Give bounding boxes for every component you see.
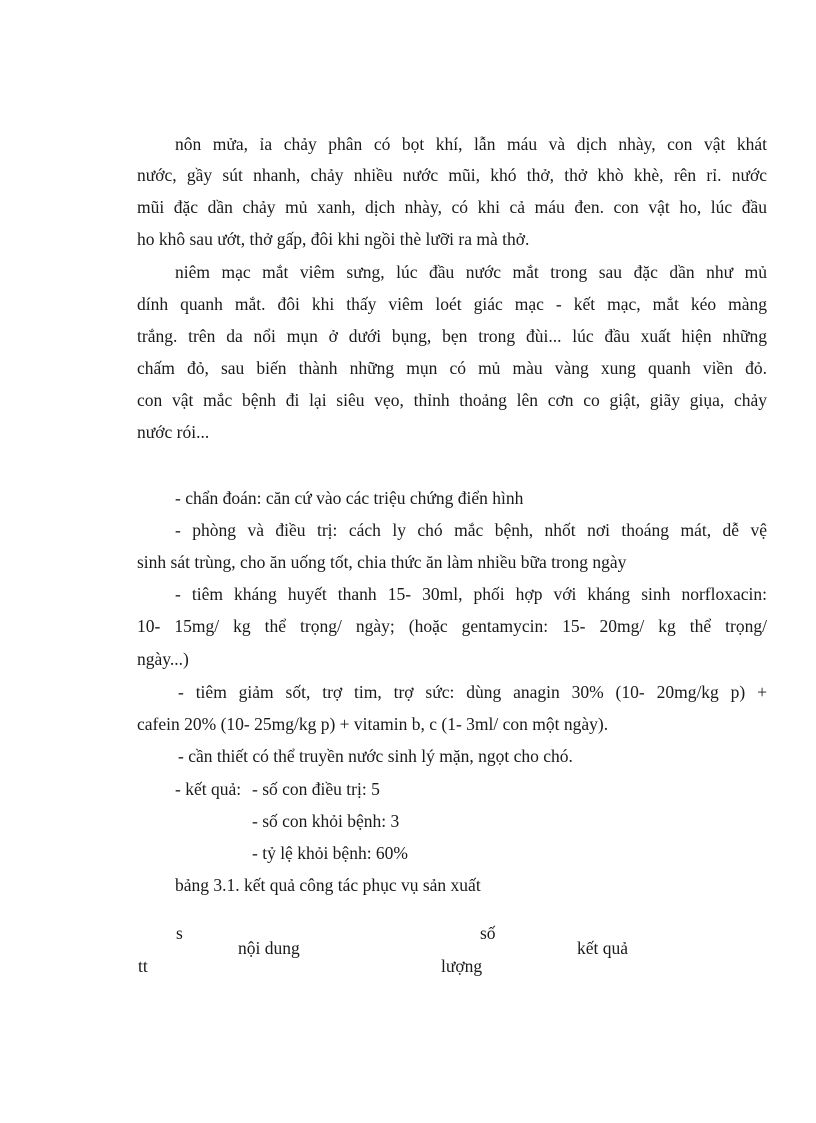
text-line: chấm đỏ, sau biến thành những mụn có mủ màu vàng xung quanh viền đỏ. [137,358,767,378]
text-line: niêm mạc mắt viêm sưng, lúc đầu nước mắt trong sau đặc dần như mủ [175,262,767,282]
column-header-quantity-top: số [480,923,496,943]
results-label: - kết quả: [175,779,242,799]
results-rate: - tỷ lệ khỏi bệnh: 60% [252,843,409,863]
text-line: nước, gầy sút nhanh, chảy nhiều nước mũi, khó thở, thở khò khè, rên rỉ. nước [137,165,767,185]
text-line: - tiêm kháng huyết thanh 15- 30ml, phối hợp với kháng sinh norfloxacin: [175,584,767,604]
table-caption: bảng 3.1. kết quả công tác phục vụ sản xuất [175,875,481,895]
text-line: nước rói... [137,422,210,442]
column-header-stt-bottom: tt [138,956,148,976]
text-line: - phòng và điều trị: cách ly chó mắc bệnh, nhốt nơi thoáng mát, dễ vệ [175,520,767,540]
text-line: sinh sát trùng, cho ăn uống tốt, chia thức ăn làm nhiều bữa trong ngày [137,552,627,572]
column-header-result: kết quả [577,938,629,958]
text-line: ho khô sau ướt, thở gấp, đôi khi ngồi thè lưỡi ra mà thở. [137,229,530,249]
text-line: - tiêm giảm sốt, trợ tim, trợ sức: dùng anagin 30% (10- 20mg/kg p) + [178,682,767,702]
text-line: trắng. trên da nổi mụn ở dưới bụng, bẹn trong đùi... lúc đầu xuất hiện những [137,326,767,346]
results-treated: - số con điều trị: 5 [252,779,380,799]
results-recovered: - số con khỏi bệnh: 3 [252,811,400,831]
text-line: cafein 20% (10- 25mg/kg p) + vitamin b, c (1- 3ml/ con một ngày). [137,714,609,734]
column-header-content: nội dung [238,938,300,958]
fluids-text: - cần thiết có thể truyền nước sinh lý mặn, ngọt cho chó. [178,746,573,766]
text-line: 10- 15mg/ kg thể trọng/ ngày; (hoặc gentamycin: 15- 20mg/ kg thể trọng/ [137,616,767,636]
text-line: con vật mắc bệnh đi lại siêu vẹo, thỉnh thoảng lên cơn co giật, giãy giụa, chảy [137,390,767,410]
text-line: mũi đặc dần chảy mủ xanh, dịch nhày, có khi cả máu đen. con vật ho, lúc đầu [137,197,767,217]
text-line: dính quanh mắt. đôi khi thấy viêm loét giác mạc - kết mạc, mắt kéo màng [137,294,767,314]
diagnosis-text: - chẩn đoán: căn cứ vào các triệu chứng điển hình [175,488,524,508]
column-header-stt-top: s [176,923,183,943]
text-line: ngày...) [137,649,189,669]
column-header-quantity-bottom: lượng [441,956,483,976]
text-line: nôn mửa, ỉa chảy phân có bọt khí, lẫn máu và dịch nhày, con vật khát [175,134,767,154]
